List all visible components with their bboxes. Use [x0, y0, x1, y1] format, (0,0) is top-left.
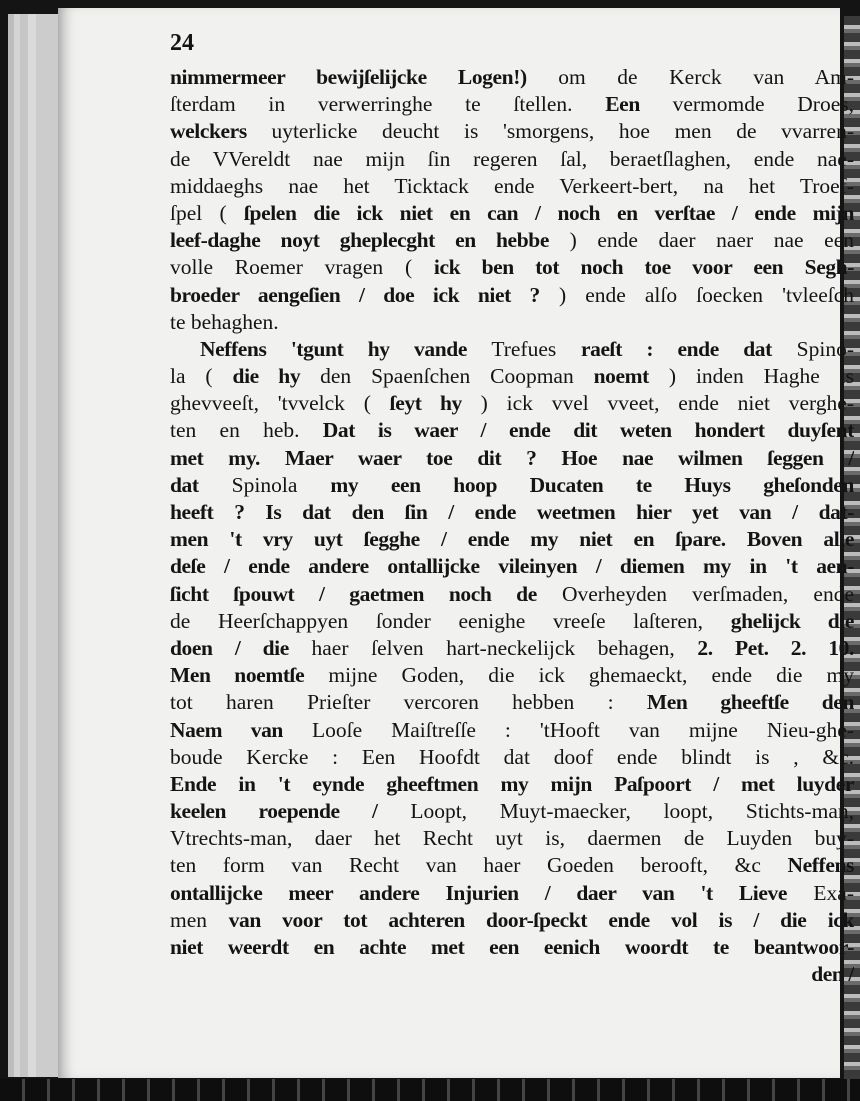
text-line: [170, 825, 854, 852]
blackletter-segment: my een hoop Ducaten te Huys gheſonden: [330, 472, 854, 497]
roman-segment: den Spaenſchen Coopman: [300, 364, 594, 389]
blackletter-segment: leef-daghe noyt gheplecght en hebbe: [170, 228, 549, 253]
text-line: [170, 961, 854, 988]
text-line: [170, 608, 854, 635]
text-line: [170, 91, 854, 118]
blackletter-segment: raeſt : ende dat: [581, 336, 772, 361]
roman-segment: Exa-: [786, 880, 854, 905]
text-line: [170, 852, 854, 879]
text-line: [170, 282, 854, 309]
page-text: [170, 64, 854, 988]
roman-segment: Vtrechts-man, daer het Recht uyt is, daermen de Luyden buy-: [170, 826, 854, 851]
blackletter-segment: keelen roepende /: [170, 799, 378, 824]
blackletter-segment: niet weerdt en achte met een eenich woordt te beantwoor-: [170, 935, 854, 959]
blackletter-segment: Naem van: [170, 717, 283, 742]
blackletter-segment: men 't vry uyt ſegghe / ende my niet en ſpare. Boven alle: [170, 527, 854, 552]
blackletter-segment: Men gheeftſe den: [646, 690, 854, 715]
roman-segment: ghevveeſt, 'tvvelck (: [170, 391, 390, 416]
text-line: [170, 472, 854, 499]
blackletter-segment: ſpelen die ick niet en can / noch en verſtae / ende mijn: [243, 200, 854, 225]
roman-segment: haer ſelven hart-neckelijck behagen,: [288, 635, 698, 660]
roman-segment: de VVereldt nae mijn ſin regeren ſal, beraetſlaghen, ende nae-: [170, 146, 854, 171]
blackletter-segment: Men noemtſe: [170, 663, 305, 688]
blackletter-segment: ſicht ſpouwt / gaetmen noch de: [170, 581, 537, 606]
roman-segment: ) ende alſo ſoecken 'tvleeſch: [539, 282, 854, 307]
text-line: [170, 880, 854, 907]
blackletter-segment: met my. Maer waer toe dit ? Hoe nae wilmen ſeggen /: [170, 445, 854, 470]
blackletter-segment: heeft ? Is dat den ſin / ende weetmen hier yet van / dat-: [170, 500, 854, 524]
text-line: [170, 200, 854, 227]
roman-segment: la (: [170, 364, 233, 389]
roman-segment: ) ick vvel vveet, ende niet verghe-: [461, 391, 854, 416]
blackletter-segment: den /: [811, 962, 854, 987]
blackletter-segment: ghelijck die: [730, 608, 854, 633]
blackletter-segment: die hy: [232, 364, 301, 389]
text-line: [170, 227, 854, 254]
text-line: [170, 934, 854, 961]
blackletter-segment: ontallijcke meer andere Injurien / daer van 't Lieve: [170, 880, 787, 905]
roman-segment: ) ende daer naer nae een: [548, 228, 854, 253]
blackletter-segment: 2. Pet. 2. 10.: [697, 635, 854, 660]
text-line: [170, 717, 854, 744]
text-line: [170, 798, 854, 825]
blackletter-segment: deſe / ende andere ontallijcke vileinyen / diemen my in 't aen-: [170, 554, 854, 579]
roman-segment: Spinola: [198, 472, 331, 497]
roman-segment: uyterlicke deucht is 'smorgens, hoe men de vvarren-: [246, 119, 854, 144]
roman-segment: ) inden Haghe is: [648, 364, 854, 389]
text-line: [170, 499, 854, 526]
blackletter-segment: Ende in 't eynde gheeftmen my mijn Paſpoort / met luyder: [170, 771, 854, 796]
roman-segment: boude Kercke : Een Hoofdt dat doof ende blindt is , &c.: [170, 744, 854, 769]
blackletter-segment: van voor tot achteren door-ſpeckt ende vol is / die ick: [228, 907, 854, 932]
roman-segment: tot haren Prieſter vercoren hebben :: [170, 690, 647, 715]
text-line: [170, 64, 854, 91]
scan-border-bottom: [0, 1079, 860, 1101]
roman-segment: Spino-: [771, 336, 854, 361]
text-line: [170, 553, 854, 580]
text-line: [170, 445, 854, 472]
page-number: 24: [170, 30, 194, 56]
book-page: [58, 8, 854, 1078]
roman-segment: om de Kerck van Am-: [526, 65, 854, 89]
blackletter-segment: broeder aengeſien / doe ick niet ?: [170, 282, 540, 307]
text-line: [170, 390, 854, 417]
roman-segment: ſpel (: [170, 200, 244, 225]
blackletter-segment: Dat is waer / ende dit weten hondert duyſent: [322, 418, 854, 443]
text-line: [170, 635, 854, 662]
roman-segment: de Heerſchappyen ſonder eenighe vreeſe laſteren,: [170, 608, 731, 633]
blackletter-segment: noemt: [593, 364, 649, 389]
roman-segment: vermomde Droes,: [639, 92, 854, 117]
text-line: [170, 118, 854, 145]
roman-segment: ten en heb.: [170, 418, 323, 443]
roman-segment: Trefues: [466, 336, 582, 361]
text-line: [170, 254, 854, 281]
roman-segment: Overheyden verſmaden, ende: [536, 581, 854, 606]
roman-segment: men: [170, 907, 229, 932]
roman-segment: ſterdam in verwerringhe te ſtellen.: [170, 92, 606, 117]
blackletter-segment: welckers: [170, 119, 247, 144]
text-line: [170, 363, 854, 390]
text-line: [170, 689, 854, 716]
blackletter-segment: nimmermeer bewijſelijcke Logen!): [170, 65, 527, 89]
text-line: [170, 146, 854, 173]
text-line: [170, 526, 854, 553]
text-line: [170, 417, 854, 444]
text-line: [170, 771, 854, 798]
blackletter-segment: dat: [170, 472, 199, 497]
blackletter-segment: doen / die: [170, 635, 289, 660]
text-line: [170, 662, 854, 689]
text-line: [170, 309, 854, 336]
roman-segment: Loopt, Muyt-maecker, loopt, Stichts-man,: [377, 799, 854, 824]
blackletter-segment: ick ben tot noch toe voor een Segh-: [433, 255, 854, 280]
roman-segment: mijne Goden, die ick ghemaeckt, ende die my: [304, 663, 854, 688]
blackletter-segment: Een: [605, 92, 640, 117]
roman-segment: ten form van Recht van haer Goeden berooft, &c: [170, 853, 788, 878]
blackletter-segment: Neffens: [787, 853, 854, 878]
roman-segment: middaeghs nae het Ticktack ende Verkeert-bert, na het Troef-: [170, 173, 854, 198]
text-line: [170, 336, 854, 363]
text-line: [170, 173, 854, 200]
roman-segment: te behaghen.: [170, 309, 279, 334]
text-line: [170, 581, 854, 608]
blackletter-segment: Neffens 'tgunt hy vande: [200, 336, 467, 361]
roman-segment: volle Roemer vragen (: [170, 255, 434, 280]
blackletter-segment: ſeyt hy: [389, 391, 462, 416]
text-line: [170, 907, 854, 934]
text-line: [170, 744, 854, 771]
roman-segment: Looſe Maiſtreſſe : 'tHooft van mijne Nieu-ghe-: [282, 717, 854, 742]
